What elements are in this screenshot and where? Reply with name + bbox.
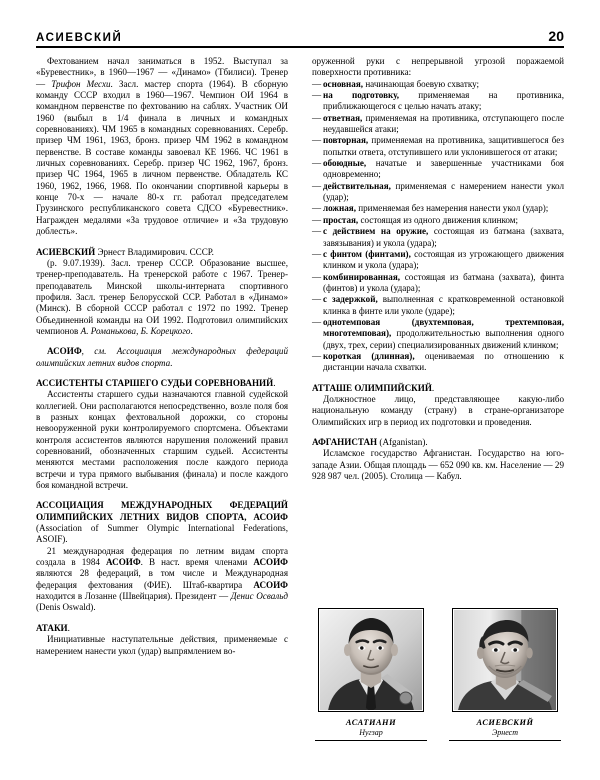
attack-type-term: повторная, [323,135,369,146]
list-item [312,249,564,272]
attacks-continuation-text: оруженной руки с непрерывной угрозой поражаемой поверхности противника: [312,56,564,78]
asoif-president-name: Денис Освальд [230,591,288,602]
asoif-reference-target: Ассоциация международных федераций олимпийских летних видов спорта [36,346,289,368]
asoif-full-text-e: (Denis Oswald). [36,602,96,613]
attack-type-term: ложная, [323,203,356,214]
page-number: 20 [548,28,564,44]
entry-afghanistan-english: (Afganistan). [377,437,428,447]
attack-type-desc: начатые и завершенные участниками боя одновременно; [323,158,564,180]
portrait-surname: АСИЕВСКИЙ [476,718,534,727]
portrait-photo-asievsky [452,608,558,712]
entry-attacks-headline [36,623,288,634]
entry-asoif-crossref [36,346,288,369]
right-column [312,56,564,756]
entry-afghanistan-body: Исламское государство Афганистан. Государство на юго-западе Азии. Общая площадь — 652 090 кв. км. Население — 29 928 987 чел. (2005). Столица — Кабул. [312,448,564,482]
entry-attache-headword: АТТАШЕ ОЛИМПИЙСКИЙ [312,382,432,393]
attack-type-term: короткая (длинная), [323,350,415,361]
entry-asoif-full-abbrev: АСОИФ [246,511,288,522]
entry-assistants-headline [36,378,288,389]
attack-type-desc: применяемая на противника, отступающего после неудавшейся атаки; [323,112,564,135]
asievsky-text-a: (р. 9.07.1939). Засл. тренер СССР. Образование высшее, тренер-преподаватель. На тренерской работе с 1967. Тренер-преподаватель Минской школы-интерната спортивного профиля. Засл. тренер Белорусской ССР. Работал в «Динамо» (Минск). В сборной СССР работал с 1972 по 1992. Тренер Объединенной команды на ОИ 1992. Подготовил олимпийских чемпионов [36,257,288,336]
entry-attache-headline [312,383,564,394]
entry-afghanistan-headline [312,437,564,448]
entry-asievsky-name: Эрнест Владимирович. СССР. [95,246,214,257]
attack-type-desc: применяемая на противника, защитившегося без попытки ответа, отступившего или уклонившегося от атаки; [323,135,564,157]
asoif-full-text-d: находится в Лозанне (Швейцария). Президент — [36,591,231,602]
asoif-full-bold-1: АСОИФ [106,557,141,568]
entry-asoif-full-headword: АССОЦИАЦИЯ МЕЖДУНАРОДНЫХ ФЕДЕРАЦИЙ ОЛИМПИЙСКИХ ЛЕТНИХ ВИДОВ СПОРТА, [36,500,288,522]
attack-type-desc: начинающая боевую схватку; [363,78,480,89]
portrait-caption-rule [315,740,427,741]
attack-type-term: с действием на оружие, [323,226,429,237]
list-item [312,203,564,214]
running-head-title: АСИЕВСКИЙ [36,32,123,44]
asievsky-pupil-1: А. Романькова [80,325,137,336]
entry-asoif-full-headline [36,500,288,545]
attack-type-term: действительная, [323,180,391,191]
attack-type-term: простая, [323,214,359,225]
attack-type-term: на подготовку, [323,90,400,101]
attack-type-desc: состоящая из батмана (захвата, завязывания) и укола (удара); [323,226,564,248]
entry-asievsky-headline [36,247,288,258]
list-item [312,215,564,226]
list-item [312,272,564,295]
attack-type-term: с задержкой, [323,294,378,305]
asoif-period: . [170,357,173,368]
entry-attacks-headword: АТАКИ [36,622,68,633]
list-item [312,79,564,90]
portrait-surname: АСАТИАНИ [345,718,397,727]
list-item [312,181,564,204]
list-item [312,294,564,317]
portrait-cell-asievsky [446,608,564,741]
attack-type-term: обоюдные, [323,158,367,169]
asoif-full-text-c: являются 28 федераций, в том числе и Международная федерация фехтования (ФИЕ). Штаб-квартира [36,568,288,590]
running-head [36,28,564,44]
list-item [312,317,564,351]
entry-attacks-body: Инициативные наступательные действия, применяемые с намерением нанести укол (удар) выпрямлением во- [36,634,288,656]
header-divider-rule [36,46,564,48]
entry-attacks-period: . [67,622,70,633]
entry-attache-period: . [431,382,435,393]
attack-type-desc: применяемая с намерением нанести укол (удар); [323,180,564,203]
paragraph-asatiani-continuation [36,56,288,238]
entry-assistants-headword: АССИСТЕНТЫ СТАРШЕГО СУДЬИ СОРЕВНОВАНИЙ [36,377,274,388]
attack-type-term: основная, [323,78,364,89]
portrait-firstname: Нугзар [359,728,383,737]
attack-type-term: ответная, [323,112,363,123]
asievsky-text-end: . [190,325,193,336]
portrait-photo-asatiani [318,608,424,712]
entry-asoif-full-english: (Association of Summer Olympic International Federations, ASOIF). [36,523,288,545]
portrait-firstname: Эрнест [492,728,518,737]
asoif-see-label: , см. [81,346,117,357]
entry-afghanistan-headword: АФГАНИСТАН [312,437,378,447]
two-column-body [36,56,564,756]
attack-type-term: с финтом (финтами), [323,248,411,259]
attack-type-desc: оцениваемая по отношению к дистанции начала схватки. [323,350,564,373]
asatiani-coach-name: Трифон Месхи [51,78,111,89]
list-item [312,226,564,249]
attack-type-desc: применяемая без намерения нанести укол (удар); [356,203,549,214]
attack-types-list [312,79,564,374]
entry-assistants-period: . [273,377,276,388]
asatiani-text-b: . Засл. мастер спорта (1964). В сборную команду СССР входил в 1960—1967. Чемпион ОИ 1964 в командном первенстве по фехтованию на саблях. Участник ОИ 1960 (выбыл в 1/4 финала в личных и командных соревнованиях). ЧМ 1965 в командных соревнованиях. Серебр. призер ЧМ 1961, 1963, бронз. призер ЧМ 1962 в командном первенстве. В составе команды завоевал КЕ 1966. ЧС 1961 в личных соревнованиях. Серебр. призер ЧС 1962, 1967, бронз. призер ЧС 1964, 1965 в личном первенстве. Обладатель КС 1960, 1962, 1966, 1968. По окончании спортивной карьеры в конце 70-х — начале 80-х гг. работал председателем Грузинского республиканского совета СДСО «Буревестник». Награжден медалями «За трудовое отличие» и «За трудовую доблесть». [36,78,288,237]
portrait-image-asievsky [454,610,556,710]
entry-asievsky-headword: АСИЕВСКИЙ [36,246,96,257]
left-column [36,56,288,756]
attack-type-term: комбинированная, [323,271,401,282]
attack-type-desc: применяемая на противника, приближающегося с целью начать атаку; [323,90,564,112]
portrait-caption-rule [449,740,561,741]
portrait-image-asatiani [320,610,422,710]
list-item [312,90,564,113]
attack-type-term: однотемповая (двухтемповая, трехтемповая, многотемповая), [323,316,564,339]
attack-type-desc: продолжительностью выполнения одного (двух, трех, серии) специализированных движений клинком; [323,328,564,350]
attack-type-desc: состоящая из угрожающего движения клинком и укола (удара); [323,248,564,271]
asatiani-text-a: Фехтованием начал заниматься в 1952. Выступал за «Буревестник», в 1960—1967 — «Динамо» (Тбилиси). Тренер — [36,56,288,89]
asoif-full-text-b: . В наст. время членами [140,557,254,568]
entry-attache-body: Должностное лицо, представляющее какую-либо национальную команду (страну) в стране-организаторе Олимпийских игр в период их подготовки и проведения. [312,393,564,427]
entry-asievsky-body [36,258,288,337]
asoif-full-text-a: 21 международная федерация по летним видам спорта создала в 1984 [36,545,288,568]
asievsky-sep: , [136,325,141,336]
asievsky-pupil-2: Б. Корецкого [140,325,191,336]
list-item [312,113,564,136]
attack-type-desc: выполненная с кратковременной остановкой клинка в финте или уколе (ударе); [323,294,564,316]
entry-asoif-headword: АСОИФ [47,346,82,357]
entry-assistants-body: Ассистенты старшего судьи назначаются главной судейской коллегией. Они располагаются непосредственно, возле поля боя в разных концах фехтовальной дорожки, со стороны невооруженной руки контролируемого спортсмена. Объектами контроля ассистентов являются нарушения положений правил соревнований, обозначенных старшим судьей. Ассистенты меняются местами расположения после каждого периода встречи и тура прямого выбывания (финала) и после каждого боя командной встречи. [36,389,288,491]
portrait-photo-block [312,608,564,741]
list-item [312,351,564,374]
attack-type-desc: состоящая из батмана (захвата), финта (финтов) и укола (удара); [323,271,564,293]
asoif-full-bold-3: АСОИФ [253,579,288,590]
entry-asoif-full-body [36,546,288,614]
asoif-full-bold-2: АСОИФ [253,557,288,568]
list-item [312,135,564,158]
portrait-cell-asatiani [312,608,430,741]
attack-type-desc: состоящая из одного движения клинком; [358,214,519,225]
list-item [312,158,564,181]
